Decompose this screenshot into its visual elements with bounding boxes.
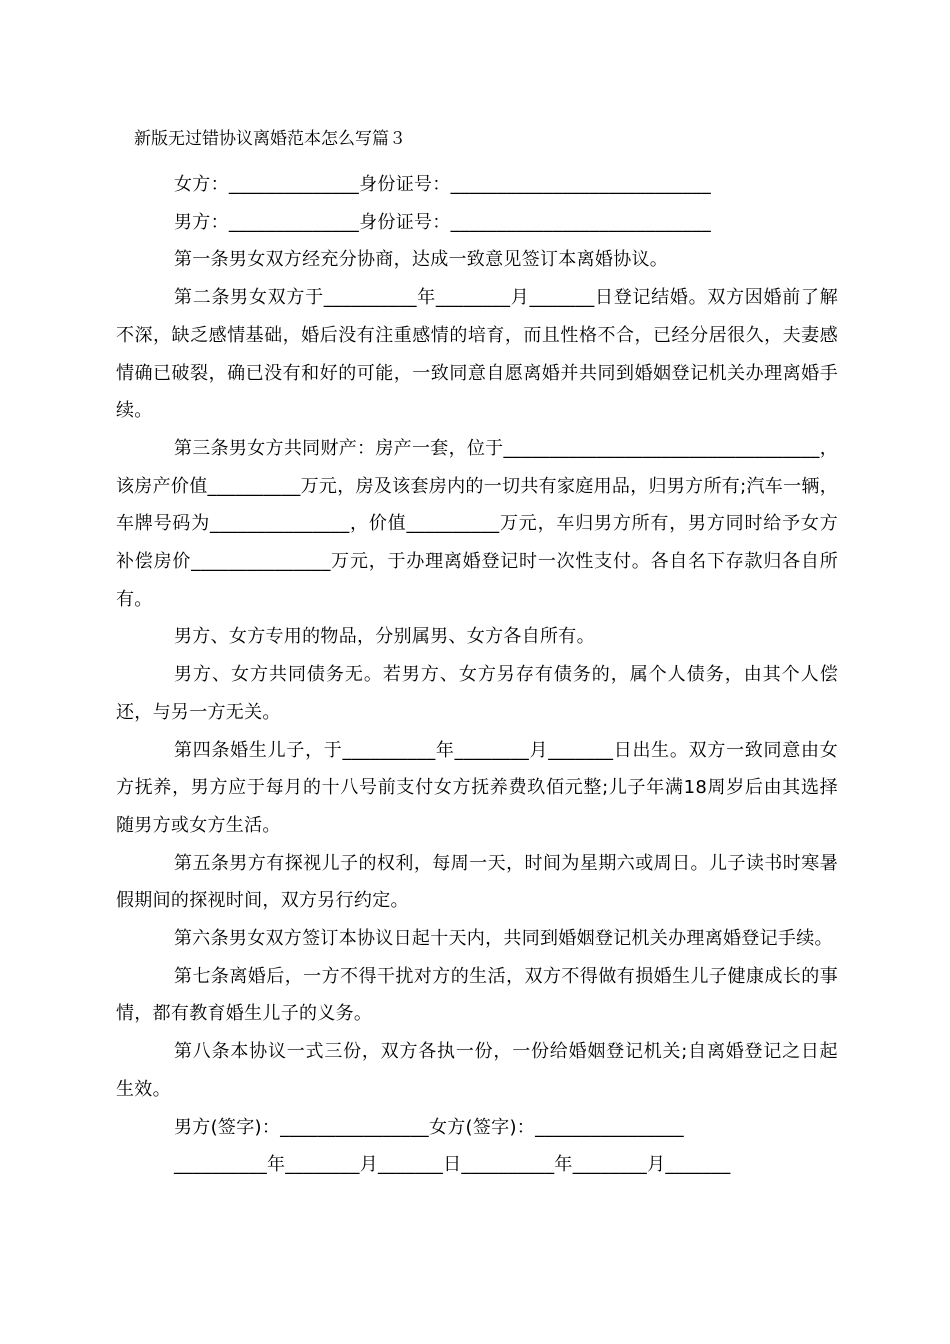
male-party-line: 男方：______________身份证号：____________________________ — [174, 211, 711, 233]
document-body — [116, 166, 838, 1184]
date-line: __________年________月_______日__________年________月_______ — [174, 1154, 731, 1176]
article-8: 第八条本协议一式三份，双方各执一份，一份给婚姻登记机关;自离婚登记之日起生效。 — [116, 1041, 838, 1100]
document-title: 新版无过错协议离婚范本怎么写篇３ — [134, 129, 406, 149]
article-7: 第七条离婚后，一方不得干扰对方的生活，双方不得做有损婚生儿子健康成长的事情，都有教育婚生儿子的义务。 — [116, 965, 838, 1025]
female-party-line: 女方：______________身份证号：____________________________ — [174, 174, 711, 195]
article-2: 第二条男女双方于__________年________月_______日登记结婚。双方因婚前了解不深，缺乏感情基础，婚后没有注重感情的培育，而且性格不合，已经分居很久，夫妻感情确已破裂，确已没有和好的可能，一致同意自愿离婚并共同到婚姻登记机关办理离婚手续。 — [116, 287, 838, 422]
personal-items-paragraph: 男方、女方专用的物品，分别属男、女方各自所有。 — [174, 626, 595, 648]
article-3: 第三条男女方共同财产：房产一套，位于__________________________________，该房产价值__________万元，房及该套房内的一切共有家庭用品，归男方所有;汽车一辆，车牌号码为_______________，价值__________万元，车归男方所有，男方同时给予女方补偿房价_______________万元，于办理离婚登记时一次性支付。各自名下存款归各自所有。 — [116, 437, 838, 610]
article-6: 第六条男女双方签订本协议日起十天内，共同到婚姻登记机关办理离婚登记手续。 — [174, 928, 833, 950]
debts-paragraph: 男方、女方共同债务无。若男方、女方另存有债务的，属个人债务，由其个人偿还，与另一方无关。 — [116, 664, 838, 723]
article-1: 第一条男女双方经充分协商，达成一致意见签订本离婚协议。 — [174, 249, 669, 271]
article-5: 第五条男方有探视儿子的权利，每周一天，时间为星期六或周日。儿子读书时寒暑假期间的探视时间，双方另行约定。 — [116, 852, 838, 912]
article-4: 第四条婚生儿子，于__________年________月_______日出生。双方一致同意由女方抚养，男方应于每月的十八号前支付女方抚养费玖佰元整;儿子年满18周岁后由其选择随男方或女方生活。 — [116, 739, 838, 836]
signature-line: 男方(签字)：________________女方(签字)：________________ — [174, 1116, 684, 1138]
